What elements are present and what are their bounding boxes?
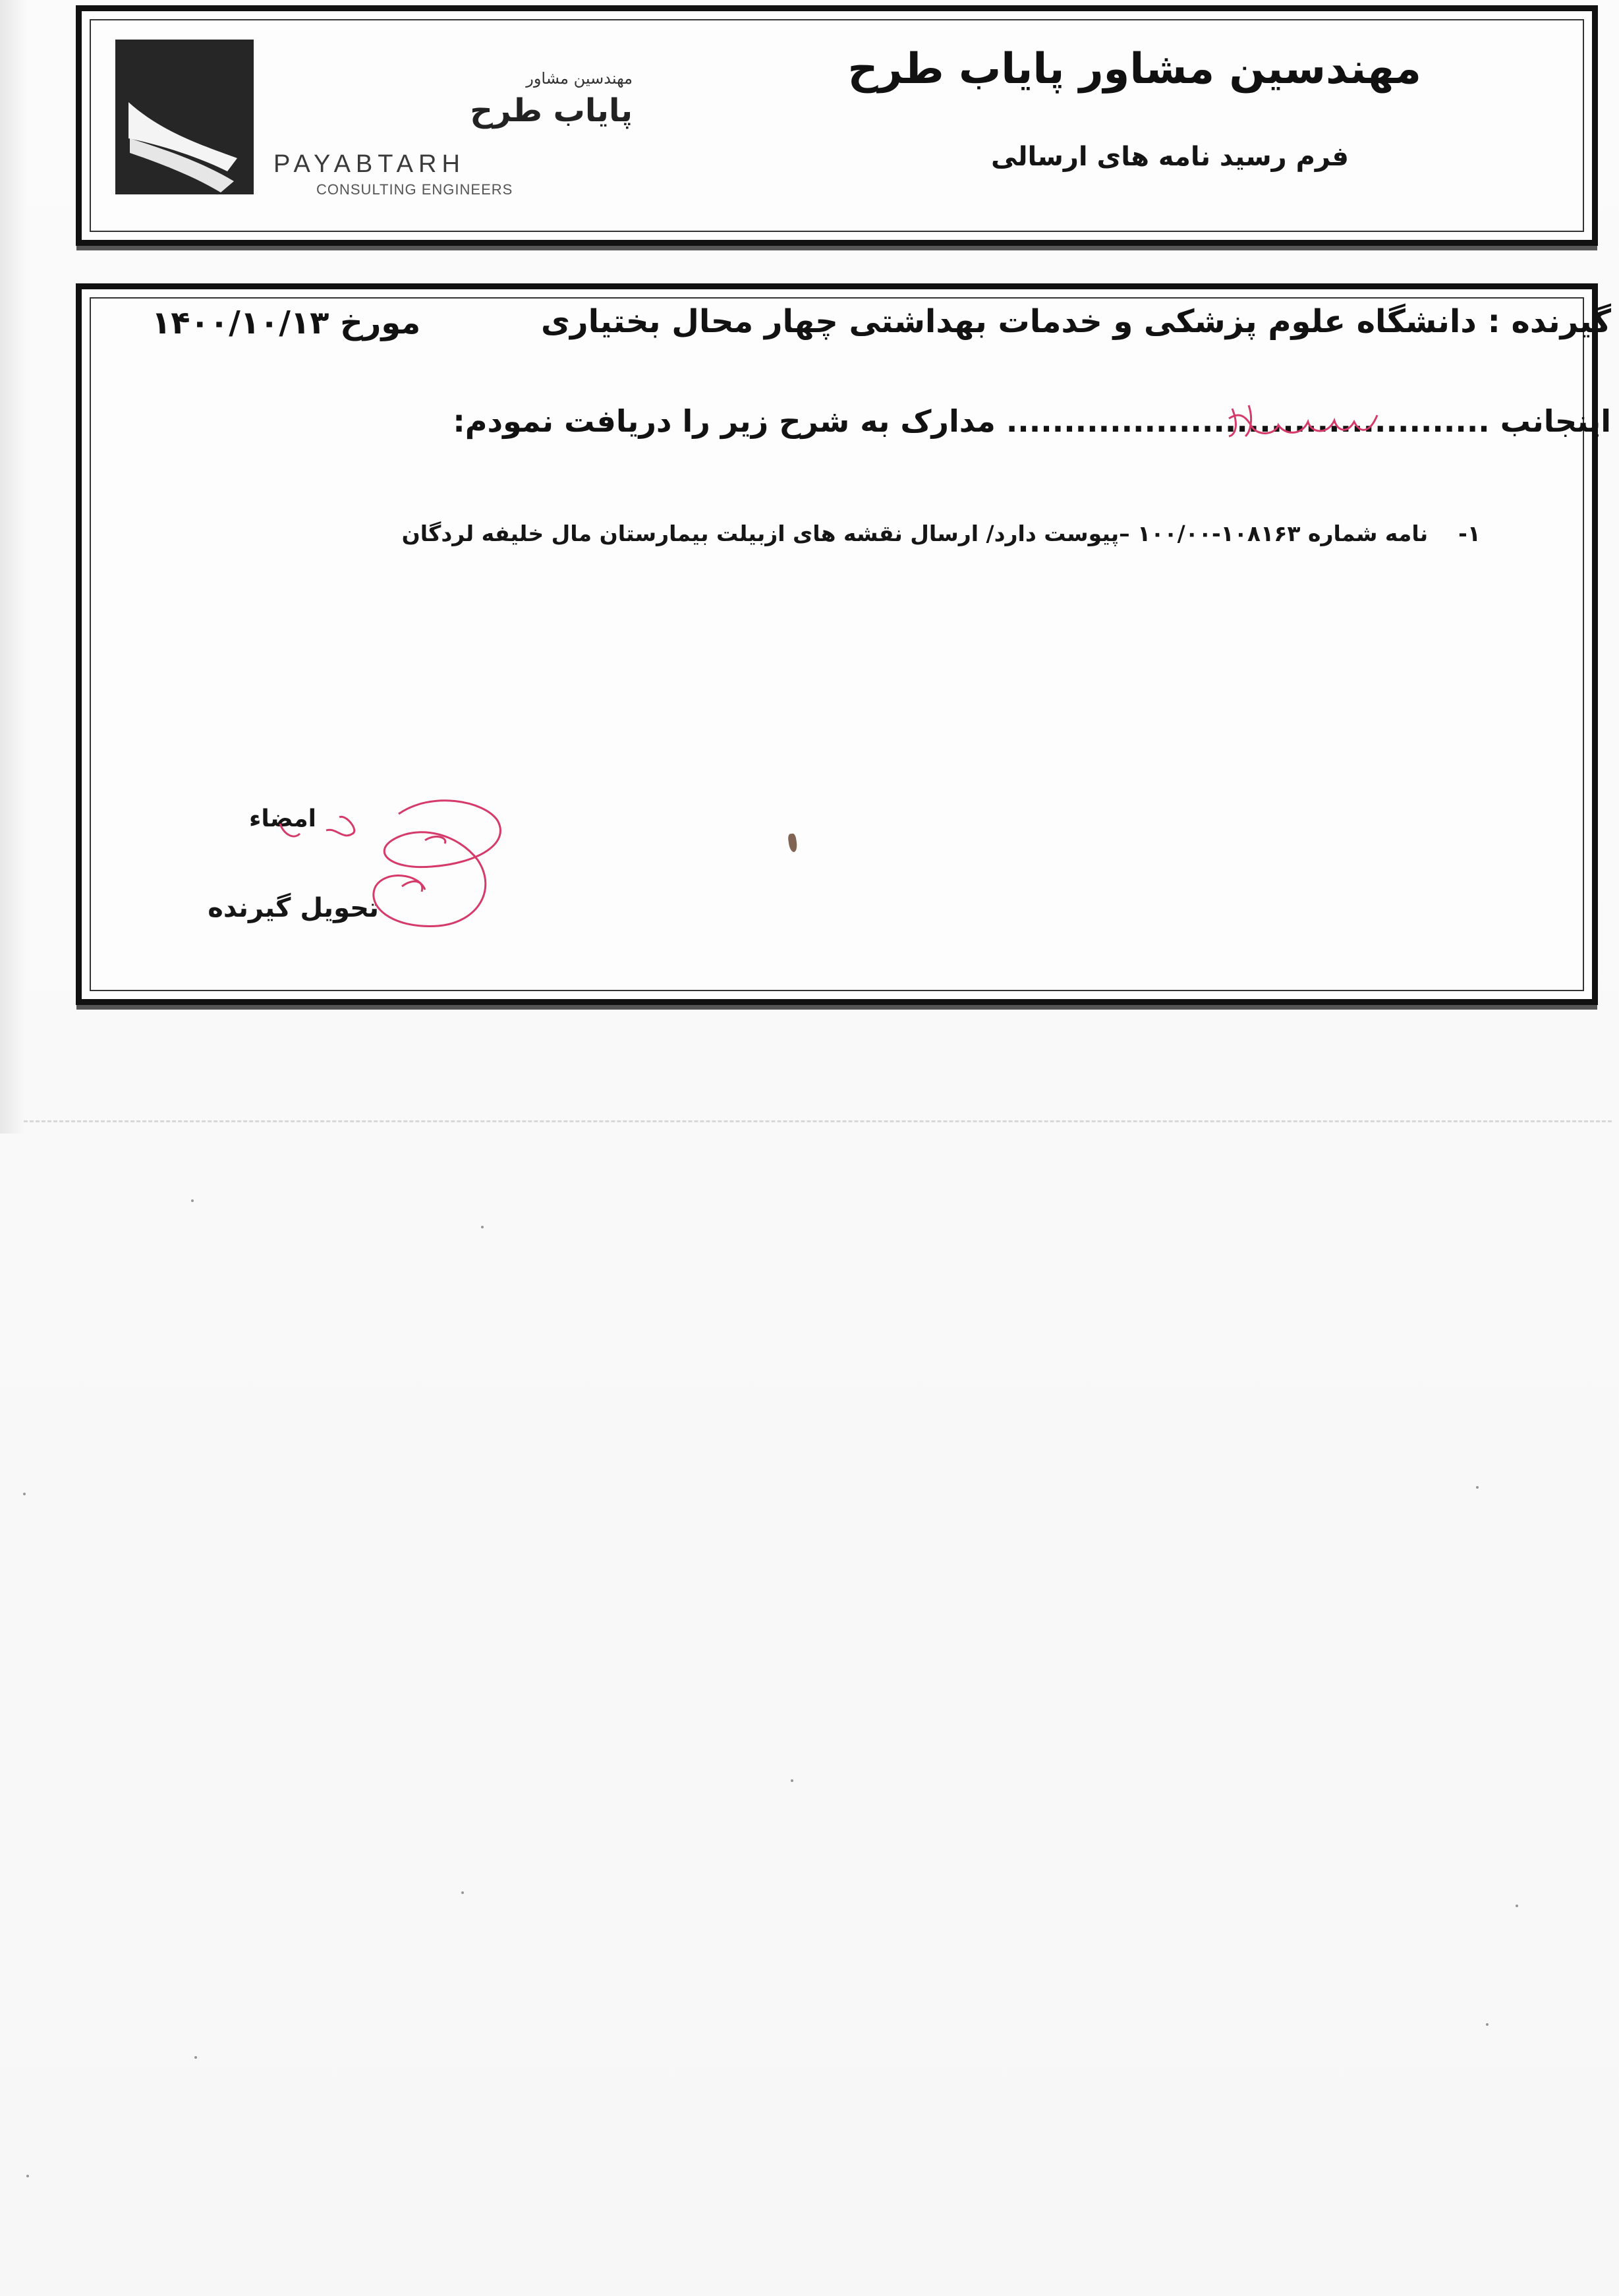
acknowledgement-line xyxy=(359,403,1611,439)
recipient-name: دانشگاه علوم پزشکی و خدمات بهداشتی چهار محال بختیاری xyxy=(541,303,1477,340)
form-title: فرم رسید نامه های ارسالی xyxy=(991,142,1349,172)
logo-persian-subtitle: مهندسین مشاور xyxy=(526,69,633,88)
scan-speck xyxy=(26,2175,29,2177)
ack-dots: .......................................... xyxy=(1006,403,1490,439)
signature-label: امضاء xyxy=(248,805,316,832)
ack-prefix: اینجانب xyxy=(1500,403,1611,439)
date-value: ۱۴۰۰/۱۰/۱۳ xyxy=(152,304,329,341)
logo-persian-name: پایاب طرح xyxy=(470,92,633,129)
ack-suffix: مدارک به شرح زیر را دریافت نمودم: xyxy=(453,403,996,439)
receiver-signature-handwriting xyxy=(260,794,524,939)
handwritten-name-signature xyxy=(1212,395,1397,448)
date-line xyxy=(152,304,428,341)
scan-speck xyxy=(194,2056,197,2059)
scan-left-edge xyxy=(0,0,26,1134)
scan-page-fold xyxy=(24,1120,1612,1128)
recipient-line xyxy=(491,303,1611,340)
date-label: مورخ xyxy=(340,304,421,341)
scan-speck xyxy=(23,1493,26,1495)
recipient-label: گیرنده : xyxy=(1487,303,1611,340)
logo-english-subtitle: CONSULTING ENGINEERS xyxy=(316,181,513,198)
company-logo-icon xyxy=(115,40,254,194)
scan-speck xyxy=(791,1779,793,1782)
scan-speck xyxy=(1516,1905,1518,1907)
scan-speck xyxy=(191,1199,194,1202)
receiver-label: تحویل گیرنده xyxy=(208,893,379,923)
scan-speck xyxy=(461,1891,464,1894)
item-list xyxy=(360,521,1481,546)
item-text: نامه شماره ۱۰۸۱۶۳-۱۰۰/۰۰ –پیوست دارد/ ارسال نقشه های ازبیلت بیمارستان مال خلیفه لردگان xyxy=(401,521,1429,546)
header-frame xyxy=(76,5,1598,246)
scan-speck xyxy=(481,1226,484,1228)
company-title: مهندسین مشاور پایاب طرح xyxy=(847,45,1421,94)
scan-speck xyxy=(1476,1486,1479,1489)
logo-english-name: PAYABTARH xyxy=(273,150,465,178)
item-number: ۱- xyxy=(1458,521,1481,546)
scan-speck xyxy=(1486,2023,1489,2026)
